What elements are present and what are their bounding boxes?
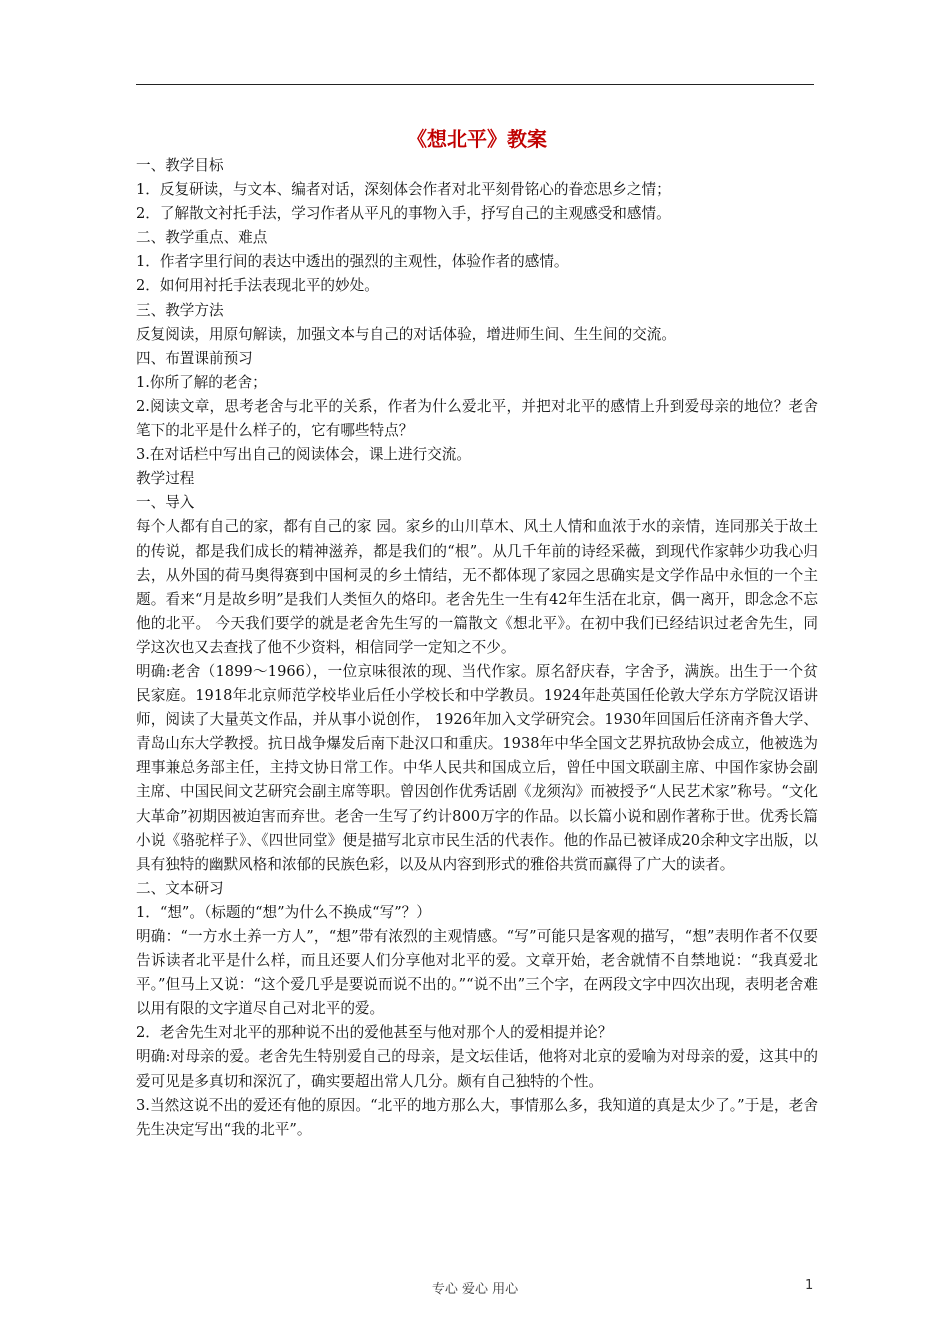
- preview-3: 3.在对话栏中写出自己的阅读体会，课上进行交流。: [136, 446, 471, 464]
- heading-process: 教学过程: [136, 470, 195, 488]
- heading-key-points: 二、教学重点、难点: [136, 229, 268, 247]
- objective-2: 2．了解散文衬托手法，学习作者从平凡的事物入手，抒写自己的主观感受和感情。: [136, 205, 671, 223]
- preview-1: 1.你所了解的老舍；: [136, 373, 267, 391]
- heading-text-study: 二、文本研习: [136, 879, 224, 897]
- key-point-1: 1．作者字里行间的表达中透出的强烈的主观性，体验作者的感情。: [136, 253, 569, 271]
- page-number: 1: [805, 1278, 814, 1293]
- question-1: 1．“想”。（标题的“想”为什么不换成“写”？）: [136, 903, 431, 921]
- document-title: 《想北平》教案: [407, 127, 547, 151]
- heading-preview: 四、布置课前预习: [136, 349, 253, 367]
- preview-2: 2.阅读文章，思考老舍与北平的关系，作者为什么爱北平，并把对北平的感情上升到爱母亲的地位？老舍笔下的北平是什么样子的，它有哪些特点？: [136, 397, 818, 440]
- heading-methods: 三、教学方法: [136, 301, 224, 319]
- document-body: [136, 126, 818, 1142]
- key-point-2: 2．如何用衬托手法表现北平的妙处。: [136, 277, 379, 295]
- objective-1: 1．反复研读，与文本、编者对话，深刻体会作者对北平刻骨铭心的眷恋思乡之情；: [136, 181, 671, 199]
- heading-intro: 一、导入: [136, 494, 195, 512]
- answer-1: 明确：“一方水土养一方人”，“想”带有浓烈的主观情感。“写”可能只是客观的描写，“想”表明作者不仅要告诉读者北平是什么样，而且还要人们分享他对北平的爱。文章开始，老舍就情不自禁地说：“我真爱北平。”但马上又说：“这个爱几乎是要说而说不出的。”“说不出”三个字，在两段文字中四次出现，表明老舍难以用有限的文字道尽自己对北平的爱。: [136, 928, 818, 1018]
- question-3: 3.当然这说不出的爱还有他的原因。“北平的地方那么大，事情那么多，我知道的真是太少了。”于是，老舍先生决定写出“我的北平”。: [136, 1096, 818, 1138]
- author-bio-paragraph: 明确:老舍（1899～1966），一位京味很浓的现、当代作家。原名舒庆春，字舍予，满族。出生于一个贫民家庭。1918年北京师范学校毕业后任小学校长和中学教员。1924年赴英国任伦敦大学东方学院汉语讲师，阅读了大量英文作品，并从事小说创作， 1926年加入文学研究会。1930年回国后任济南齐鲁大学、青岛山东大学教授。抗日战争爆发后南下赴汉口和重庆。1938年中华全国文艺界抗敌协会成立，他被选为理事兼总务部主任，主持文协日常工作。中华人民共和国成立后，曾任中国文联副主席、中国作家协会副主席、中国民间文艺研究会副主席等职。曾因创作优秀话剧《龙须沟》而被授予“人民艺术家”称号。“文化大革命”初期因被迫害而弃世。老舍一生写了约计800万字的作品。以长篇小说和剧作著称于世。优秀长篇小说《骆驼样子》、《四世同堂》便是描写北京市民生活的代表作。他的作品已被译成20余种文字出版，以具有独特的幽默风格和浓郁的民族色彩，以及从内容到形式的雅俗共赏而赢得了广大的读者。: [136, 662, 818, 873]
- header-rule: [136, 84, 814, 85]
- intro-paragraph: 每个人都有自己的家，都有自己的家 园。家乡的山川草木、风土人情和血浓于水的亲情，连同那关于故土的传说，都是我们成长的精神滋养，都是我们的“根”。从几千年前的诗经采薇，到现代作家韩少功我心归去，从外国的荷马奥得赛到中国柯灵的乡土情结，无不都体现了家园之思确实是文学作品中永恒的一个主题。看来“月是故乡明”是我们人类恒久的烙印。老舍先生一生有42年生活在北京，偶一离开，即念念不忘他的北平。 今天我们要学的就是老舍先生写的一篇散文《想北平》。在初中我们已经结识过老舍先生，同学这次也又去查找了他不少资料，相信同学一定知之不少。: [136, 518, 818, 656]
- answer-2: 明确:对母亲的爱。老舍先生特别爱自己的母亲，是文坛佳话，他将对北京的爱喻为对母亲的爱，这其中的爱可见是多真切和深沉了，确实要超出常人几分。颇有自己独特的个性。: [136, 1048, 818, 1090]
- heading-objectives: 一、教学目标: [136, 157, 224, 174]
- page-footer: 专心 爱心 用心: [431, 1282, 519, 1297]
- question-2: 2．老舍先生对北平的那种说不出的爱他甚至与他对那个人的爱相提并论？: [136, 1024, 613, 1042]
- methods-text: 反复阅读，用原句解读，加强文本与自己的对话体验，增进师生间、生生间的交流。: [136, 325, 676, 343]
